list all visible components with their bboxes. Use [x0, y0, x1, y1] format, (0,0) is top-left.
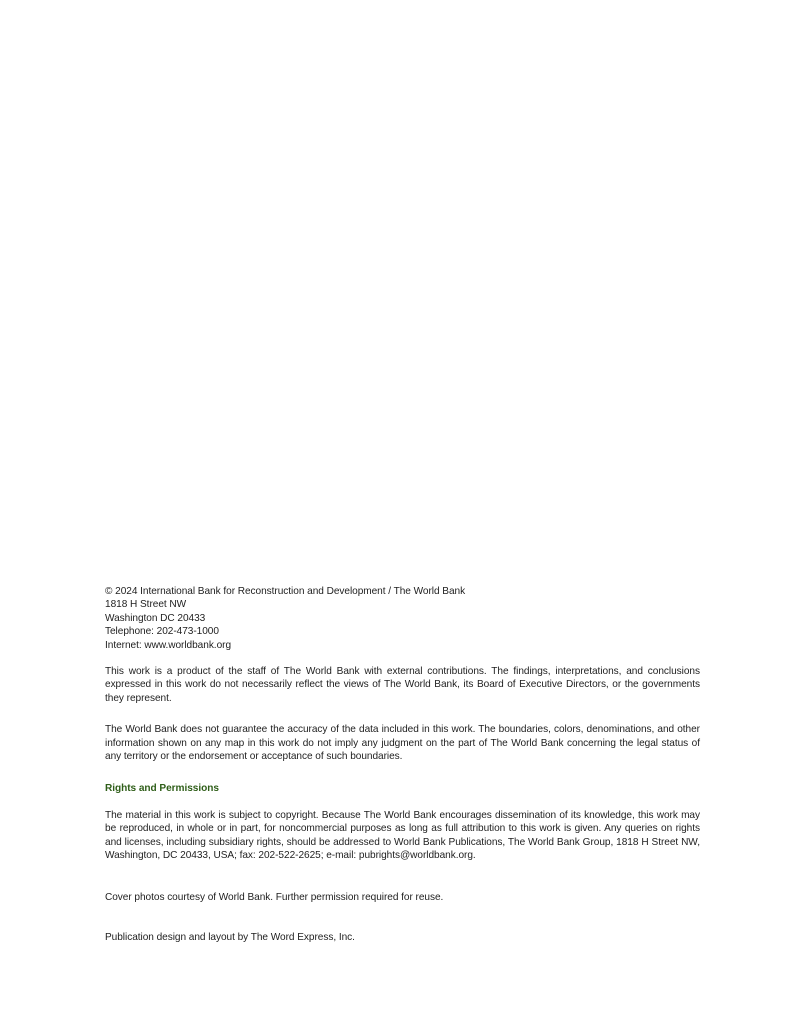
rights-heading: Rights and Permissions [105, 783, 219, 795]
copyright-line: © 2024 International Bank for Reconstruction and Development / The World Bank [105, 586, 466, 597]
data-accuracy-disclaimer: The World Bank does not guarantee the accuracy of the data included in this work. The boundaries, colors, denominations, and other information shown on any map in this work do not imply any judgment on the part of The World Bank concerning the legal status of any territory or the endorsement or acceptance of such boundaries. [105, 724, 700, 763]
colophon [105, 585, 700, 944]
design-credit: Publication design and layout by The Word Express, Inc. [105, 931, 355, 943]
cover-credit: Cover photos courtesy of World Bank. Further permission required for reuse. [105, 891, 444, 903]
work-product-disclaimer: This work is a product of the staff of The World Bank with external contributions. The findings, interpretations, and conclusions expressed in this work do not necessarily reflect the views of The World Bank, its Board of Executive Directors, or the governments they represent. [105, 666, 700, 704]
telephone-line: Telephone: 202-473-1000 [105, 626, 219, 638]
address-block [105, 585, 700, 652]
rights-body: The material in this work is subject to copyright. Because The World Bank encourages dissemination of its knowledge, this work may be reproduced, in whole or in part, for noncommercial purposes as long as full attribution to this work is given. Any queries on rights and licenses, including subsidiary rights, should be addressed to World Bank Publications, The World Bank Group, 1818 H Street NW, Washington, DC 20433, USA; fax: 202-522-2625; e-mail: pubrights@worldbank.org. [105, 809, 700, 862]
street-address: 1818 H Street NW [105, 599, 187, 611]
internet-line: Internet: www.worldbank.org [105, 639, 232, 651]
city-line: Washington DC 20433 [105, 612, 206, 624]
